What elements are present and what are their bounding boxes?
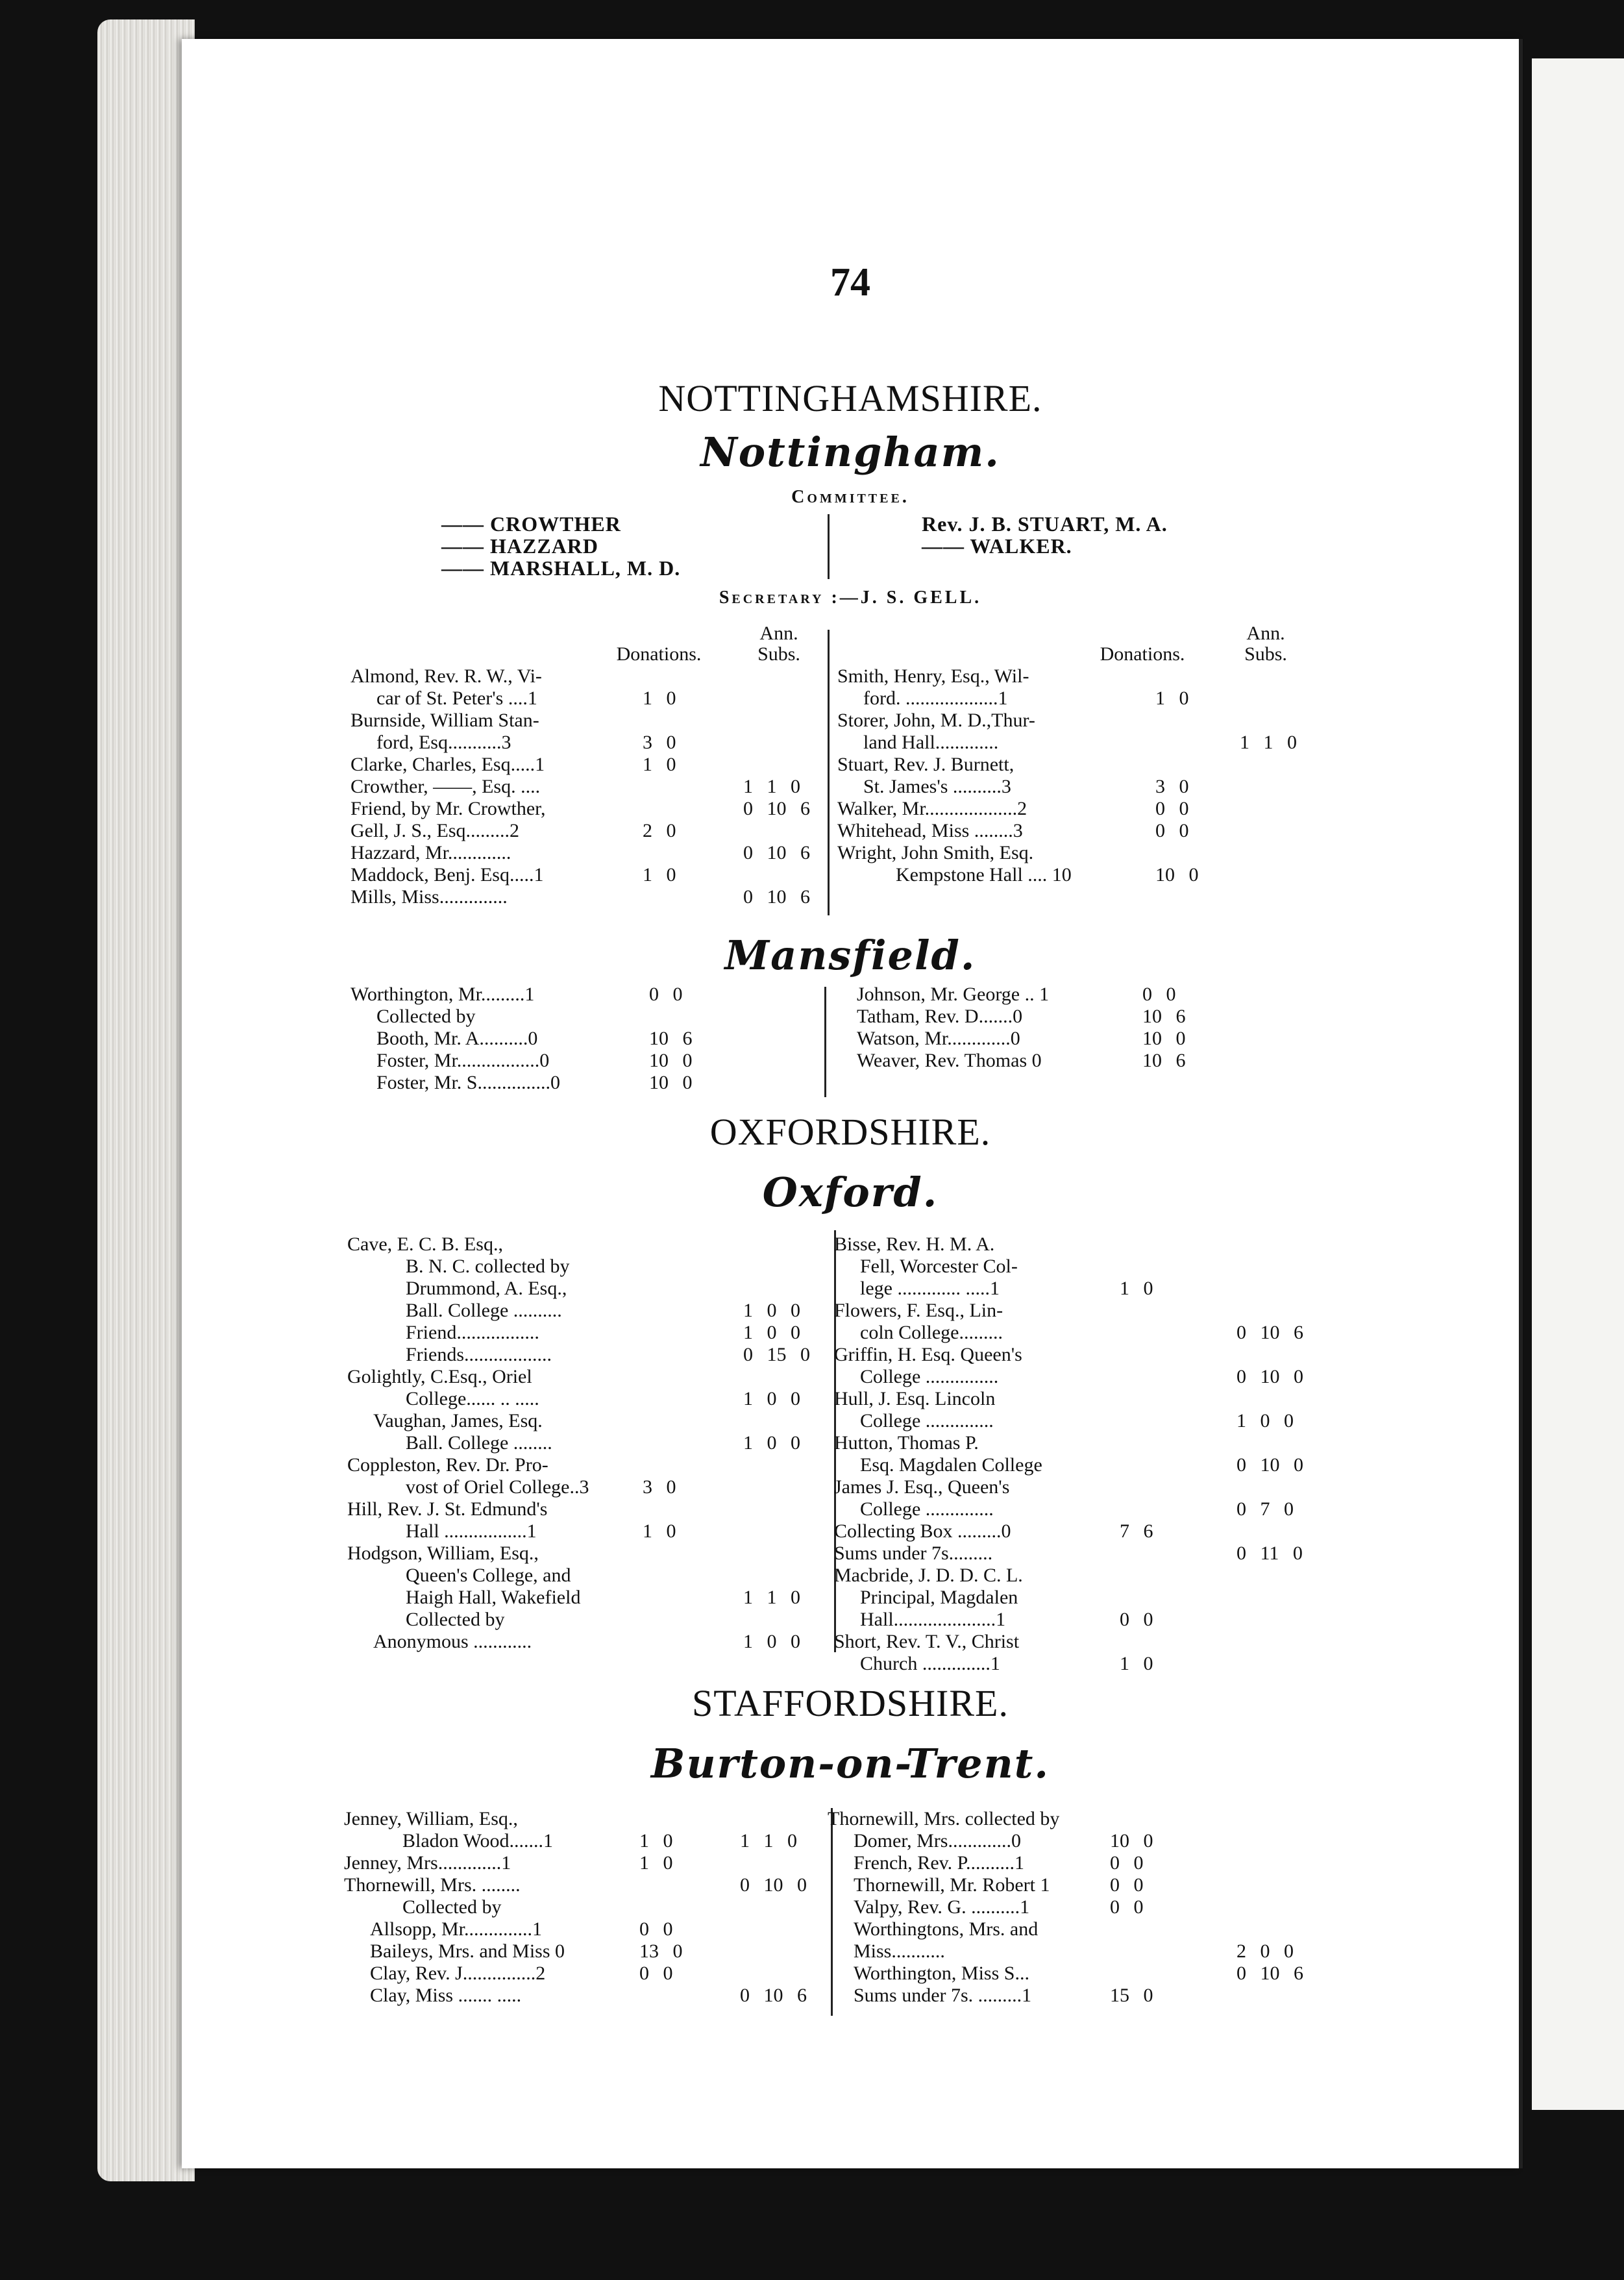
entry-name: Cave, E. C. B. Esq.,	[347, 1233, 503, 1255]
entry-donation: 0 0	[649, 984, 683, 1005]
entry-name: Domer, Mrs.............0	[854, 1830, 1021, 1852]
entry-donation: 1 0	[1120, 1653, 1153, 1674]
entry-name: Foster, Mr.................0	[376, 1050, 550, 1071]
entry-row	[834, 1366, 1496, 1388]
entry-name: Friend, by Mr. Crowther,	[351, 798, 546, 819]
head-ann-subs-right: Ann. Subs.	[1244, 623, 1287, 665]
entry-name: Flowers, F. Esq., Lin-	[834, 1300, 1003, 1321]
entry-row	[828, 1830, 1496, 1852]
book-page-edges	[97, 19, 195, 2181]
entry-row	[351, 665, 818, 688]
entry-row	[351, 984, 818, 1006]
entry-name: College ..............	[860, 1498, 994, 1520]
entry-donation: 3 0	[643, 732, 676, 753]
entry-name: Anonymous ............	[373, 1631, 532, 1652]
entry-name: Collecting Box .........0	[834, 1520, 1011, 1542]
entry-donation: 0 0	[639, 1963, 673, 1984]
entry-name: Johnson, Mr. George .. 1	[857, 984, 1050, 1005]
entry-name: Worthingtons, Mrs. and	[854, 1918, 1039, 1940]
entry-name: Vaughan, James, Esq.	[373, 1410, 543, 1431]
entry-row	[351, 842, 818, 864]
entry-row	[857, 984, 1311, 1006]
entry-name: Burnside, William Stan-	[351, 710, 539, 731]
entry-row	[834, 1631, 1496, 1653]
entry-row	[344, 1985, 824, 2007]
entry-row	[347, 1278, 828, 1300]
entry-name: College ..............	[860, 1410, 994, 1431]
entry-donation: 1 0	[643, 688, 676, 709]
entry-name: lege ............. .....1	[860, 1278, 1000, 1299]
entry-subscription: 1 1 0	[1240, 732, 1297, 753]
entry-row	[837, 842, 1486, 864]
entry-row	[347, 1476, 828, 1498]
mansfield-column-divider	[824, 987, 826, 1097]
entry-row	[351, 1050, 818, 1072]
entry-row	[347, 1256, 828, 1278]
committee-member: Rev. J. B. STUART, M. A.	[922, 512, 1168, 536]
entry-row	[347, 1587, 828, 1609]
entry-donation: 2 0	[643, 820, 676, 841]
entry-row	[834, 1278, 1496, 1300]
entry-subscription: 0 7 0	[1236, 1498, 1294, 1520]
entry-row	[351, 732, 818, 754]
entry-donation: 0 0	[639, 1918, 673, 1940]
nottingham-right-list	[837, 665, 1486, 886]
entry-row	[837, 665, 1486, 688]
entry-name: vost of Oriel College..3	[406, 1476, 589, 1498]
committee-left-list	[441, 513, 680, 579]
committee-divider	[828, 514, 830, 579]
entry-name: Maddock, Benj. Esq.....1	[351, 864, 544, 886]
nottingham-column-divider	[828, 630, 830, 915]
secretary-line: Secretary :—J. S. GELL.	[719, 588, 982, 608]
entry-name: Sums under 7s. .........1	[854, 1985, 1032, 2006]
page-number: 74	[830, 260, 870, 304]
entry-name: Collected by	[402, 1896, 502, 1918]
entry-donation: 3 0	[1155, 776, 1189, 797]
entry-row	[347, 1344, 828, 1366]
entry-name: St. James's ..........3	[863, 776, 1011, 797]
entry-row	[834, 1520, 1496, 1543]
entry-name: College...... .. .....	[406, 1388, 539, 1409]
burton-left-list	[344, 1808, 824, 2007]
entry-name: Miss...........	[854, 1940, 945, 1962]
entry-name: Foster, Mr. S...............0	[376, 1072, 560, 1093]
entry-row	[828, 1940, 1496, 1963]
town-heading-mansfield: Mansfield.	[724, 932, 976, 979]
page-gutter	[1519, 39, 1523, 2168]
entry-row	[347, 1454, 828, 1476]
entry-donation: 10 0	[649, 1050, 693, 1071]
entry-name: Valpy, Rev. G. ..........1	[854, 1896, 1030, 1918]
entry-donation: 10 6	[1142, 1006, 1186, 1027]
entry-donation: 13 0	[639, 1940, 683, 1962]
entry-subscription: 0 10 6	[740, 1985, 807, 2006]
town-heading-oxford: Oxford.	[762, 1169, 939, 1216]
entry-row	[351, 1006, 818, 1028]
entry-subscription: 1 0 0	[743, 1432, 800, 1454]
entry-donation: 1 0	[643, 864, 676, 886]
entry-row	[344, 1963, 824, 1985]
committee-member: —— MARSHALL, M. D.	[441, 556, 681, 580]
entry-row	[347, 1410, 828, 1432]
entry-row	[347, 1388, 828, 1410]
entry-row	[347, 1520, 828, 1543]
committee-member: —— CROWTHER	[441, 512, 621, 536]
entry-donation: 0 0	[1110, 1874, 1144, 1896]
entry-name: land Hall.............	[863, 732, 999, 753]
entry-row	[837, 776, 1486, 798]
entry-donation: 0 0	[1155, 820, 1189, 841]
entry-name: Collected by	[376, 1006, 476, 1027]
burton-right-list	[828, 1808, 1496, 2007]
entry-name: College ...............	[860, 1366, 999, 1387]
entry-row	[834, 1432, 1496, 1454]
entry-name: Hull, J. Esq. Lincoln	[834, 1388, 996, 1409]
entry-name: Collected by	[406, 1609, 505, 1630]
entry-name: Jenney, William, Esq.,	[344, 1808, 518, 1829]
committee-member: —— WALKER.	[922, 534, 1072, 558]
entry-name: Baileys, Mrs. and Miss 0	[370, 1940, 565, 1962]
facing-page-edge	[1532, 58, 1624, 2110]
entry-row	[857, 1050, 1311, 1072]
entry-row	[344, 1940, 824, 1963]
entry-row	[837, 820, 1486, 842]
entry-row	[828, 1918, 1496, 1940]
entry-row	[828, 1874, 1496, 1896]
entry-name: Booth, Mr. A..........0	[376, 1028, 538, 1049]
entry-donation: 7 6	[1120, 1520, 1153, 1542]
entry-name: Clarke, Charles, Esq.....1	[351, 754, 545, 775]
entry-row	[347, 1565, 828, 1587]
entry-row	[347, 1366, 828, 1388]
entry-donation: 1 0	[643, 1520, 676, 1542]
entry-row	[351, 798, 818, 820]
entry-name: James J. Esq., Queen's	[834, 1476, 1010, 1498]
entry-name: Storer, John, M. D.,Thur-	[837, 710, 1035, 731]
entry-donation: 10 6	[1142, 1050, 1186, 1071]
entry-row	[837, 732, 1486, 754]
entry-name: Thornewill, Mr. Robert 1	[854, 1874, 1050, 1896]
entry-row	[828, 1896, 1496, 1918]
entry-name: Smith, Henry, Esq., Wil-	[837, 665, 1029, 687]
entry-name: Almond, Rev. R. W., Vi-	[351, 665, 542, 687]
entry-name: Allsopp, Mr..............1	[370, 1918, 543, 1940]
entry-row	[834, 1322, 1496, 1344]
entry-row	[834, 1565, 1496, 1587]
entry-subscription: 0 10 0	[1236, 1454, 1303, 1476]
entry-name: Clay, Miss ....... .....	[370, 1985, 522, 2006]
committee-right-list	[922, 513, 1168, 557]
entry-name: Gell, J. S., Esq.........2	[351, 820, 520, 841]
entry-name: Thornewill, Mrs. ........	[344, 1874, 521, 1896]
entry-row	[837, 688, 1486, 710]
entry-name: Golightly, C.Esq., Oriel	[347, 1366, 532, 1387]
entry-name: Walker, Mr...................2	[837, 798, 1027, 819]
entry-row	[351, 886, 818, 908]
entry-row	[834, 1587, 1496, 1609]
entry-row	[857, 1006, 1311, 1028]
entry-donation: 10 0	[1155, 864, 1199, 886]
entry-subscription: 0 10 6	[743, 798, 810, 819]
entry-row	[834, 1344, 1496, 1366]
committee-label: Committee.	[791, 487, 909, 507]
entry-row	[834, 1233, 1496, 1256]
entry-name: Hall.....................1	[860, 1609, 1006, 1630]
entry-row	[347, 1631, 828, 1653]
entry-subscription: 1 0 0	[743, 1388, 800, 1409]
entry-name: Friend.................	[406, 1322, 539, 1343]
entry-row	[344, 1808, 824, 1830]
entry-donation: 1 0	[643, 754, 676, 775]
entry-subscription: 0 10 6	[743, 886, 810, 908]
entry-name: Kempstone Hall .... 10	[896, 864, 1072, 886]
entry-row	[351, 1028, 818, 1050]
entry-name: Hodgson, William, Esq.,	[347, 1543, 539, 1564]
entry-row	[834, 1388, 1496, 1410]
entry-name: Worthington, Miss S...	[854, 1963, 1029, 1984]
entry-name: Esq. Magdalen College	[860, 1454, 1042, 1476]
entry-name: Bisse, Rev. H. M. A.	[834, 1233, 995, 1255]
entry-donation: 10 0	[649, 1072, 693, 1093]
entry-row	[857, 1028, 1311, 1050]
county-heading-nottinghamshire: NOTTINGHAMSHIRE.	[658, 377, 1042, 419]
entry-row	[834, 1300, 1496, 1322]
entry-name: Hazzard, Mr.............	[351, 842, 511, 863]
entry-name: Queen's College, and	[406, 1565, 571, 1586]
entry-name: B. N. C. collected by	[406, 1256, 570, 1277]
entry-donation: 15 0	[1110, 1985, 1153, 2006]
entry-subscription: 1 0 0	[1236, 1410, 1294, 1431]
entry-subscription: 0 10 6	[1236, 1963, 1303, 1984]
entry-name: Weaver, Rev. Thomas 0	[857, 1050, 1042, 1071]
entry-name: Mills, Miss..............	[351, 886, 508, 908]
entry-donation: 0 0	[1120, 1609, 1153, 1630]
entry-row	[834, 1476, 1496, 1498]
entry-name: Ball. College ..........	[406, 1300, 562, 1321]
head-donations-right: Donations.	[1100, 643, 1185, 665]
entry-row	[351, 864, 818, 886]
entry-subscription: 0 11 0	[1236, 1543, 1303, 1564]
entry-name: Clay, Rev. J...............2	[370, 1963, 546, 1984]
entry-row	[344, 1852, 824, 1874]
entry-row	[828, 1808, 1496, 1830]
entry-donation: 10 6	[649, 1028, 693, 1049]
entry-name: Church ..............1	[860, 1653, 1000, 1674]
entry-subscription: 1 0 0	[743, 1300, 800, 1321]
entry-name: Jenney, Mrs.............1	[344, 1852, 511, 1874]
entry-name: Sums under 7s.........	[834, 1543, 993, 1564]
entry-name: Whitehead, Miss ........3	[837, 820, 1023, 841]
entry-name: Ball. College ........	[406, 1432, 552, 1454]
entry-name: Coppleston, Rev. Dr. Pro-	[347, 1454, 548, 1476]
entry-row	[351, 710, 818, 732]
entry-row	[347, 1543, 828, 1565]
entry-name: Haigh Hall, Wakefield	[406, 1587, 581, 1608]
head-ann-subs-left: Ann. Subs.	[757, 623, 800, 665]
entry-row	[347, 1233, 828, 1256]
entry-subscription: 1 1 0	[743, 776, 800, 797]
entry-subscription: 1 1 0	[743, 1587, 800, 1608]
oxford-left-list	[347, 1233, 828, 1653]
entry-name: Drummond, A. Esq.,	[406, 1278, 567, 1299]
entry-name: Tatham, Rev. D.......0	[857, 1006, 1023, 1027]
entry-subscription: 0 15 0	[743, 1344, 810, 1365]
entry-subscription: 0 10 6	[743, 842, 810, 863]
entry-row	[837, 798, 1486, 820]
entry-row	[834, 1256, 1496, 1278]
entry-subscription: 2 0 0	[1236, 1940, 1294, 1962]
entry-name: Thornewill, Mrs. collected by	[828, 1808, 1060, 1829]
entry-row	[834, 1410, 1496, 1432]
county-heading-staffordshire: STAFFORDSHIRE.	[692, 1682, 1009, 1724]
entry-row	[834, 1498, 1496, 1520]
entry-name: Hall .................1	[406, 1520, 537, 1542]
entry-name: Principal, Magdalen	[860, 1587, 1018, 1608]
entry-row	[834, 1609, 1496, 1631]
document-page	[182, 39, 1519, 2168]
entry-row	[351, 754, 818, 776]
entry-row	[344, 1830, 824, 1852]
entry-name: coln College.........	[860, 1322, 1003, 1343]
mansfield-left-list	[351, 984, 818, 1094]
entry-row	[834, 1543, 1496, 1565]
entry-name: Watson, Mr.............0	[857, 1028, 1020, 1049]
entry-row	[344, 1874, 824, 1896]
town-heading-burton-on-trent: Burton-on-Trent.	[651, 1740, 1050, 1787]
entry-row	[347, 1300, 828, 1322]
entry-donation: 1 0	[1155, 688, 1189, 709]
entry-row	[837, 754, 1486, 776]
entry-row	[828, 1852, 1496, 1874]
entry-row	[837, 864, 1486, 886]
entry-donation: 10 0	[1142, 1028, 1186, 1049]
entry-row	[834, 1454, 1496, 1476]
nottingham-left-list	[351, 665, 818, 908]
entry-subscription: 0 10 0	[1236, 1366, 1303, 1387]
entry-name: Short, Rev. T. V., Christ	[834, 1631, 1020, 1652]
entry-name: Fell, Worcester Col-	[860, 1256, 1018, 1277]
entry-donation: 0 0	[1142, 984, 1176, 1005]
entry-donation: 3 0	[643, 1476, 676, 1498]
entry-row	[347, 1322, 828, 1344]
entry-donation: 1 0	[639, 1830, 673, 1852]
entry-name: Macbride, J. D. D. C. L.	[834, 1565, 1023, 1586]
entry-name: Wright, John Smith, Esq.	[837, 842, 1034, 863]
entry-donation: 0 0	[1110, 1896, 1144, 1918]
entry-donation: 0 0	[1110, 1852, 1144, 1874]
entry-donation: 1 0	[639, 1852, 673, 1874]
entry-row	[347, 1609, 828, 1631]
entry-name: Griffin, H. Esq. Queen's	[834, 1344, 1022, 1365]
entry-name: Hutton, Thomas P.	[834, 1432, 979, 1454]
entry-name: Worthington, Mr.........1	[351, 984, 535, 1005]
entry-row	[347, 1432, 828, 1454]
entry-row	[347, 1498, 828, 1520]
county-heading-oxfordshire: OXFORDSHIRE.	[709, 1111, 991, 1153]
entry-donation: 10 0	[1110, 1830, 1153, 1852]
mansfield-right-list	[857, 984, 1311, 1072]
entry-row	[351, 820, 818, 842]
entry-row	[344, 1918, 824, 1940]
entry-subscription: 1 0 0	[743, 1322, 800, 1343]
head-donations-left: Donations.	[616, 643, 702, 665]
entry-subscription: 0 10 0	[740, 1874, 807, 1896]
entry-name: Friends..................	[406, 1344, 552, 1365]
town-heading-nottingham: Nottingham.	[700, 428, 1000, 476]
entry-subscription: 1 1 0	[740, 1830, 797, 1852]
entry-row	[837, 710, 1486, 732]
entry-subscription: 1 0 0	[743, 1631, 800, 1652]
entry-row	[834, 1653, 1496, 1675]
entry-name: Stuart, Rev. J. Burnett,	[837, 754, 1015, 775]
entry-row	[828, 1963, 1496, 1985]
entry-name: Crowther, ——, Esq. ....	[351, 776, 541, 797]
committee-member: —— HAZZARD	[441, 534, 599, 558]
entry-name: French, Rev. P..........1	[854, 1852, 1025, 1874]
entry-name: Bladon Wood.......1	[402, 1830, 554, 1852]
entry-name: Hill, Rev. J. St. Edmund's	[347, 1498, 548, 1520]
entry-row	[344, 1896, 824, 1918]
entry-row	[351, 688, 818, 710]
entry-name: car of St. Peter's ....1	[376, 688, 537, 709]
entry-subscription: 0 10 6	[1236, 1322, 1303, 1343]
entry-name: ford, Esq...........3	[376, 732, 511, 753]
entry-row	[351, 776, 818, 798]
entry-row	[351, 1072, 818, 1094]
entry-name: ford. ...................1	[863, 688, 1008, 709]
entry-donation: 0 0	[1155, 798, 1189, 819]
oxford-right-list	[834, 1233, 1496, 1675]
entry-row	[828, 1985, 1496, 2007]
entry-donation: 1 0	[1120, 1278, 1153, 1299]
